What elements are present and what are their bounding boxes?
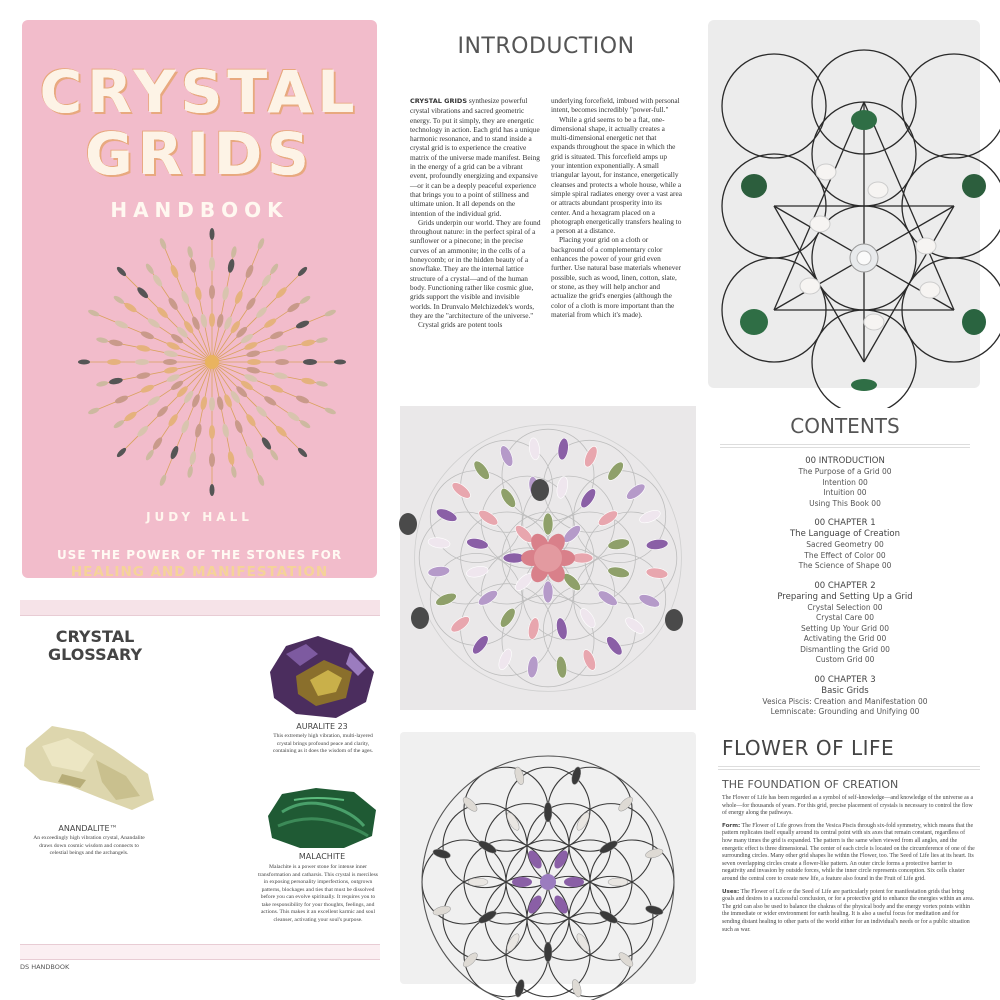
- section-head: 00 CHAPTER 1: [814, 518, 876, 528]
- section-title: Preparing and Setting Up a Grid: [777, 591, 913, 602]
- toc-entry[interactable]: Lemniscate: Grounding and Unifying 00: [770, 707, 920, 716]
- intro-paragraph: Crystal grids are potent tools: [418, 320, 503, 330]
- toc-entry[interactable]: Intention 00: [822, 477, 868, 487]
- contents-heading: CONTENTS: [790, 414, 900, 438]
- flower-heading: FLOWER OF LIFE: [722, 736, 895, 760]
- glossary-top-band: [20, 600, 380, 616]
- flower-paragraph: The Flower of Life has been regarded as a symbol of self-knowledge—and knowledge of the universe as a whole—for thousands of years. For this grid, precise placement of crystals is necessary to control the flow of energy along the pathways.: [722, 795, 974, 817]
- stone-desc-anandalite: An exceedingly high vibration crystal, Anandalite draws down cosmic wisdom and connects to celestial beings and the archangels.: [33, 835, 145, 856]
- intro-column-right: [551, 96, 682, 329]
- flower-of-life-grid-photo: [400, 732, 696, 984]
- section-head: 00 INTRODUCTION: [805, 456, 885, 466]
- cover-author: JUDY HALL: [146, 510, 253, 524]
- cover-title-line1: CRYSTAL: [39, 58, 360, 126]
- toc-entry[interactable]: Dismantling the Grid 00: [800, 644, 890, 654]
- toc-entry[interactable]: Setting Up Your Grid 00: [801, 623, 889, 633]
- glossary-bottom-band: [20, 944, 380, 960]
- cover-title-line3: HANDBOOK: [110, 198, 289, 222]
- toc-entry[interactable]: The Effect of Color 00: [804, 550, 886, 560]
- stone-name-auralite: AURALITE 23: [296, 722, 348, 731]
- cover-title-line2: GRIDS: [85, 120, 314, 188]
- crystal-starburst-illustration: [82, 232, 342, 492]
- toc-entry[interactable]: Intuition 00: [823, 488, 867, 497]
- crystal-flower-grid-drawing: [400, 406, 696, 710]
- toc-entry[interactable]: Sacred Geometry 00: [806, 540, 884, 549]
- crystal-flower-grid-photo: [400, 406, 696, 710]
- contents-divider: [720, 444, 970, 448]
- toc-entry[interactable]: Vesica Piscis: Creation and Manifestation 00: [762, 696, 928, 706]
- cover-subtitle-line2: HEALING AND MANIFESTATION: [70, 564, 329, 580]
- flower-of-life-page: [718, 732, 980, 984]
- toc-entry[interactable]: The Science of Shape 00: [798, 561, 892, 570]
- intro-column-left: [410, 96, 541, 329]
- stone-desc-auralite: This extremely high vibration, multi-layered crystal brings profound peace and clarity, containing as it does the wisdom of the ages.: [272, 733, 374, 754]
- flower-paragraph: Uses: The Flower of Life or the Seed of Life are particularly potent for manifestation grids that bring goals and desires to a successful conclusion, or for a protective grid to enhance the energies within an area. The grid can also be used to balance the chakras of the physical body and the energy vortex points within the immediate or wider environment for earth healing. It is also a useful focus for meditation and for sending distant healing to other parts of the world either for an individual's needs or for a public situation such as war.: [722, 888, 975, 933]
- contents-section: [720, 518, 970, 572]
- glossary-heading: CRYSTAL GLOSSARY: [47, 627, 143, 664]
- metatron-grid-photo: [708, 20, 980, 388]
- stone-name-malachite: MALACHITE: [298, 852, 346, 861]
- crystal-glossary-page: [20, 600, 380, 976]
- introduction-page: [398, 20, 694, 390]
- page-footer: DS HANDBOOK: [20, 963, 70, 971]
- intro-paragraph: Placing your grid on a cloth or background of a complementary color enhances the power of your grid even further. Use natural base materials whenever possible, such as wood, linen, cotton, slate, or stone, as they will help anchor and actualize the grid's energies (although the color of a cloth is more important than the material from which it's made).: [551, 235, 682, 319]
- toc-entry[interactable]: Activating the Grid 00: [803, 634, 887, 643]
- book-cover: [22, 20, 377, 578]
- toc-entry[interactable]: Crystal Selection 00: [807, 602, 883, 612]
- intro-paragraph: Grids underpin our world. They are found throughout nature: in the perfect spiral of a sunflower or a pinecone; in the precise curves of an ammonite; in the cells of a honeycomb; or in the hidden beauty of a snowflake. They are the internal lattice structure of a crystal—and of the human body. Functioning rather like cosmic glue, grids support the visible and invisible worlds. In Drunvalo Melchizedek's words, they are the "architecture of the universe.": [410, 217, 541, 320]
- anandalite-stone-image: [22, 716, 158, 816]
- intro-paragraph: underlying forcefield, imbued with personal intent, becomes incredibly "power-full.": [551, 96, 680, 115]
- contents-section: [720, 456, 970, 509]
- toc-entry[interactable]: The Purpose of a Grid 00: [798, 467, 892, 476]
- section-head: 00 CHAPTER 3: [814, 674, 876, 685]
- contents-page: [720, 408, 970, 716]
- toc-entry[interactable]: Custom Grid 00: [815, 655, 875, 664]
- flower-paragraph: Form: The Flower of Life grows from the Vesica Piscis through six-fold symmetry, which means that the pattern replicates itself equally around its central point with six axes that remain constant, regardless of how many times the grid is expanded. The pattern is the same when viewed from all angles, and the energetic effect is three dimensional. The center of each circle is located on the circumference of one of the surrounding circles. Many other grid shapes lie within the Flower, too. The Seed of Life lies at its heart. Its seven overlapping circles create a flower-like pattern. An outer circle forms a protective barrier to negativity and invasion by outside forces, while the inner circle represents conception. Six cells cluster around the central core to create new life, a feature also found in the Fruit of Life grid.: [722, 822, 975, 882]
- intro-paragraph: While a grid seems to be a flat, one-dimensional shape, it actually creates a multi-dimensional energetic net that expands throughout the space in which the grid is situated. This forcefield amps up your intention exponentially. A small triangular layout, for instance, energetically cleanses and protects a whole house, while a simple spiral radiates energy over a vast area or attracts abundant prosperity into its center. And a hexagram placed on a photograph energetically transfers healing to a person at a distance.: [551, 114, 682, 236]
- flower-subheading: THE FOUNDATION OF CREATION: [722, 778, 899, 791]
- section-head: 00 CHAPTER 2: [814, 580, 876, 591]
- metatron-grid-drawing: [708, 20, 980, 388]
- stone-name-anandalite: ANANDALITE™: [58, 824, 118, 833]
- contents-section: [720, 675, 970, 718]
- auralite-stone-image: [266, 632, 378, 722]
- contents-section: [720, 581, 970, 666]
- cover-subtitle-line1: USE THE POWER OF THE STONES FOR: [56, 548, 343, 562]
- malachite-stone-image: [264, 786, 380, 850]
- section-title: Basic Grids: [821, 685, 869, 696]
- toc-entry[interactable]: Crystal Care 00: [816, 613, 874, 622]
- intro-lead: CRYSTAL GRIDS: [410, 97, 468, 105]
- intro-paragraph: CRYSTAL GRIDS synthesize powerful crystal vibrations and sacred geometric energy. To put it simply, they are energetic technology in action. Each grid has a unique harmonic resonance, and to stand inside a crystal grid is to experience the creative matrix of the universe made manifest. Being in the energy of a grid can be a vibrant event, profoundly energizing and expansive—or it can be a deeply peaceful experience that brings you to a point of stillness and ultimate union. It all depends on the intention of the individual grid.: [410, 96, 540, 218]
- flower-of-life-grid-drawing: [400, 732, 696, 984]
- stone-desc-malachite: Malachite is a power stone for intense inner transformation and catharsis. This crystal is merciless in exposing personality imperfections, outgrown patterns, blockages and ties that must be dissolved before you can evolve spiritually. It requires you to take responsibility for your thoughts, feelings, and actions. This makes it an excellent karmic and soul cleanser, activating your soul's purpose.: [258, 864, 378, 923]
- introduction-heading: INTRODUCTION: [457, 34, 635, 59]
- toc-entry[interactable]: Using This Book 00: [809, 498, 881, 508]
- section-title: The Language of Creation: [789, 529, 901, 539]
- flower-divider: [718, 766, 980, 770]
